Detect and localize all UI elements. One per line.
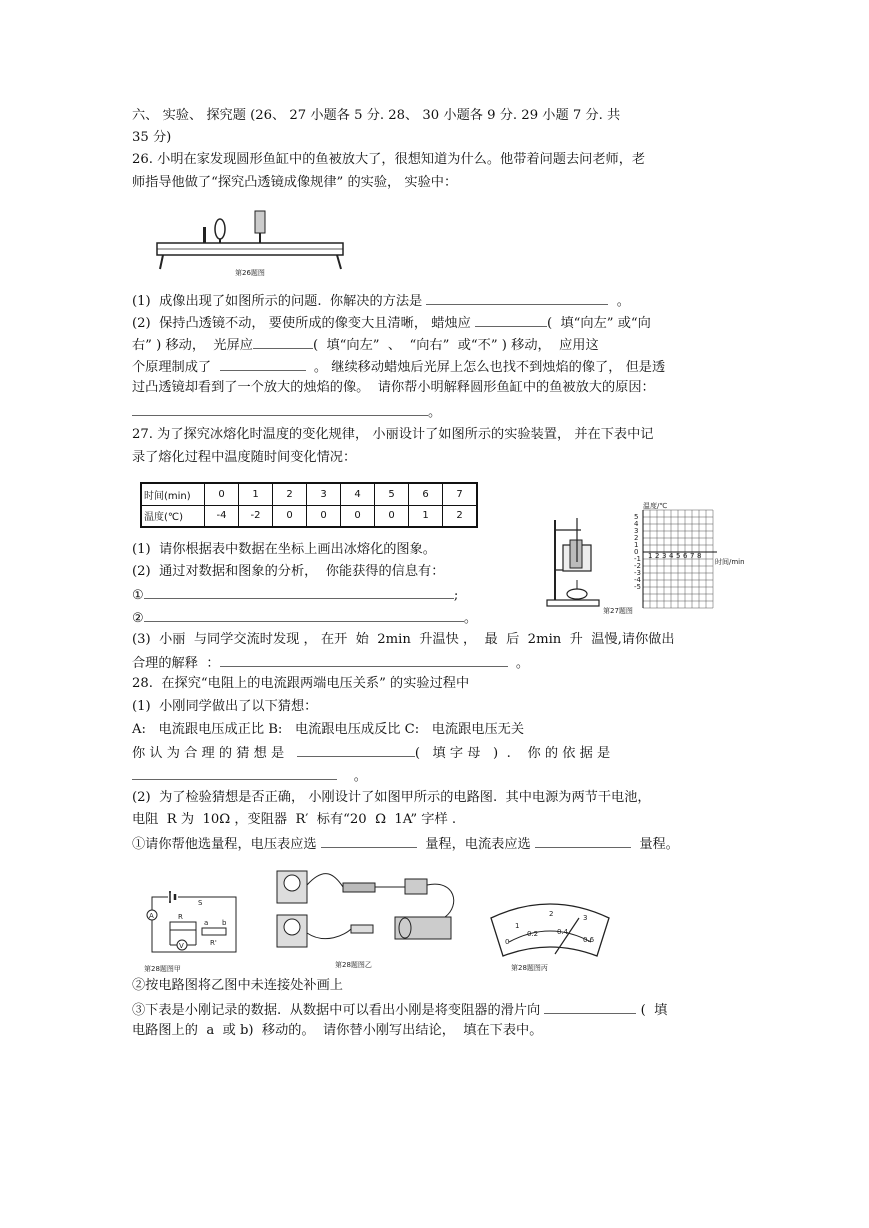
resistor-label: R — [178, 913, 183, 921]
q28-answer-blank-1[interactable] — [297, 742, 415, 757]
q28-part2-text-2: 量程，电流表应选 — [425, 837, 531, 852]
q28-part1: (1) 小刚同学做出了以下猜想： — [132, 699, 318, 714]
table-cell: 0 — [307, 505, 341, 527]
q26-answer-blank-1[interactable] — [426, 290, 608, 305]
q28-part2-text-5: ( 填 — [640, 1003, 668, 1018]
q28-part2-line4: ②按电路图将乙图中未连接处补画上 — [132, 978, 343, 993]
rheostat-b-label: b — [222, 919, 227, 927]
table-cell: 5 — [375, 483, 409, 505]
q26-part1 — [132, 290, 630, 312]
q28-meter-dial-c — [485, 898, 615, 973]
section-header-line2: 35 分) — [132, 130, 172, 145]
meter-top-tick: 2 — [549, 910, 554, 918]
q27-part2-end-b: 。 — [463, 611, 478, 626]
q26-part2-line3 — [132, 356, 665, 378]
q28-circuit-diagram-a — [140, 885, 240, 975]
q26-part2-text-a: (2) 保持凸透镜不动， 要使所成的像变大且清晰， 蜡烛应 — [132, 316, 471, 331]
table-row — [141, 483, 477, 505]
q28-answer-blank-3[interactable] — [321, 833, 417, 848]
q26-part2-line2 — [132, 334, 599, 356]
table-cell: 2 — [443, 505, 478, 527]
q28-part2-text-3: 量程。 — [639, 837, 679, 852]
table-row — [141, 505, 477, 527]
rheostat-label: R' — [210, 939, 217, 947]
q27-part3-line2 — [132, 652, 529, 674]
q26-part2-line1 — [132, 312, 651, 334]
graph-y-tick: -1 — [634, 555, 641, 563]
q28-part2-line3 — [132, 833, 679, 855]
graph-x-tick: 8 — [697, 552, 702, 560]
graph-x-tick: 1 — [648, 552, 653, 560]
graph-y-tick: -2 — [634, 562, 641, 570]
q27-answer-blank-2[interactable] — [144, 607, 464, 622]
q28-part2-text-4: ③下表是小刚记录的数据. 从数据中可以看出小刚是将变阻器的滑片向 — [132, 1003, 541, 1018]
q28-part2-line1: (2) 为了检验猜想是否正确， 小刚设计了如图甲所示的电路图. 其中电源为两节干电池， — [132, 790, 651, 805]
q26-part2-line4: 过凸透镜却看到了一个放大的烛焰的像。 请你帮小明解释圆形鱼缸中的鱼被放大的原因： — [132, 380, 655, 395]
graph-x-tick: 7 — [690, 552, 695, 560]
q28-stem: 28. 在探究“电阻上的电流跟两端电压关系” 的实验过程中 — [132, 676, 470, 691]
q26-part1-end: 。 — [616, 294, 630, 309]
q28-part2-line2: 电阻 R 为 10Ω ，变阻器 R′ 标有“20 Ω 1A” 字样 . — [132, 812, 457, 827]
table-cell: 2 — [273, 483, 307, 505]
voltmeter-label: V — [179, 942, 184, 950]
table-cell: 4 — [341, 483, 375, 505]
q28-part2-line6: 电路图上的 a 或 b) 移动的。 请你替小刚写出结论， 填在下表中。 — [132, 1023, 543, 1038]
q28-part2-line5 — [132, 999, 667, 1021]
q28-answer-blank-2[interactable] — [132, 765, 337, 780]
q26-part2-text-c1: 个原理制成了 — [132, 360, 212, 375]
q27-graph-ylabel: 温度/℃ — [643, 502, 668, 510]
graph-y-tick: 5 — [634, 513, 639, 521]
graph-x-tick: 5 — [676, 552, 681, 560]
rheostat-a-label: a — [204, 919, 209, 927]
q26-part2-text-c2: 。 继续移动蜡烛后光屏上怎么也找不到烛焰的像了， 但是透 — [313, 360, 666, 375]
table-cell: 0 — [341, 505, 375, 527]
q26-part1-text: (1) 成像出现了如图所示的问题. 你解决的方法是 — [132, 294, 423, 309]
q27-apparatus-figure — [543, 500, 753, 620]
q26-stem-line2: 师指导他做了“探究凸透镜成像规律” 的实验， 实验中： — [132, 175, 458, 190]
q26-stem-line1: 26. 小明在家发现圆形鱼缸中的鱼被放大了，很想知道为什么。他带着问题去问老师，老 — [132, 152, 646, 167]
meter-bottom-tick: 0 — [505, 938, 510, 946]
q27-part2-marker-b: ② — [132, 611, 144, 626]
q27-graph-xlabel: 时间/min — [715, 558, 745, 566]
q27-figure-caption: 第27题图 — [603, 607, 633, 615]
graph-y-tick: 4 — [634, 520, 639, 528]
graph-y-tick: -3 — [634, 569, 641, 577]
table-cell: -2 — [239, 505, 273, 527]
section-header-line1: 六、 实验、 探究题 (26、 27 小题各 5 分. 28、 30 小题各 9 分. 29 小题 7 分. 共 — [132, 108, 621, 123]
table-header-temp: 温度(℃) — [141, 505, 205, 527]
graph-x-tick: 6 — [683, 552, 688, 560]
graph-x-tick: 2 — [655, 552, 660, 560]
q26-answer-blank-2[interactable] — [475, 312, 547, 327]
q26-part2-text-b1: 右” ) 移动， 光屏应 — [132, 338, 253, 353]
q28-part1-line2 — [132, 742, 610, 764]
q28-part1-text-1: 你 认 为 合 理 的 猜 想 是 — [132, 746, 285, 761]
q27-part2-end-a: ; — [453, 588, 459, 603]
q28-part2-text-1: ①请你帮他选量程，电压表应选 — [132, 837, 317, 852]
q26-part2-line5 — [132, 401, 441, 423]
q28-part1-text-2: ( 填 字 母 ) . 你 的 依 据 是 — [414, 746, 611, 761]
q27-part2-line-a — [132, 584, 458, 606]
optical-bench-figure — [155, 205, 350, 280]
q27-answer-blank-3[interactable] — [220, 652, 508, 667]
q28-fig-b-caption: 第28题图乙 — [335, 961, 372, 969]
q26-part2-text-a-end: ( 填“向左” 或“向 — [546, 316, 651, 331]
q27-part2: (2) 通过对数据和图象的分析， 你能获得的信息有： — [132, 564, 445, 579]
q28-part1-end: 。 — [353, 769, 367, 784]
q28-wiring-diagram-b — [265, 865, 465, 977]
graph-x-tick: 3 — [662, 552, 667, 560]
table-cell: 0 — [273, 505, 307, 527]
meter-bottom-tick: 0.6 — [583, 936, 595, 944]
table-cell: 6 — [409, 483, 443, 505]
q27-part2-line-b — [132, 607, 477, 629]
table-cell: 0 — [205, 483, 239, 505]
table-header-time: 时间(min) — [141, 483, 205, 505]
q27-blank-graph — [634, 510, 717, 608]
q27-answer-blank-1[interactable] — [144, 584, 454, 599]
graph-y-tick: -5 — [634, 583, 641, 591]
q28-options: A: 电流跟电压成正比 B: 电流跟电压成反比 C: 电流跟电压无关 — [132, 722, 525, 737]
q27-part3-line1: (3) 小丽 与同学交流时发现 ， 在开 始 2min 升温快 ， 最 后 2min 升 温慢,请你做出 — [132, 632, 675, 647]
q28-fig-a-caption: 第28题图甲 — [144, 965, 181, 973]
q26-answer-blank-4[interactable] — [220, 356, 306, 371]
table-cell: 1 — [239, 483, 273, 505]
table-cell: -4 — [205, 505, 239, 527]
meter-top-tick: 1 — [515, 922, 520, 930]
table-cell: 3 — [307, 483, 341, 505]
graph-y-tick: 2 — [634, 534, 639, 542]
table-cell: 1 — [409, 505, 443, 527]
q28-part1-line3 — [132, 765, 367, 787]
q26-answer-blank-3[interactable] — [253, 334, 313, 349]
q26-answer-blank-5[interactable] — [132, 401, 428, 416]
q27-stem-line2: 录了熔化过程中温度随时间变化情况： — [132, 450, 357, 465]
q28-answer-blank-4[interactable] — [535, 833, 631, 848]
q27-part3-text: 合理的解释 ： — [132, 656, 220, 671]
graph-y-tick: 3 — [634, 527, 639, 535]
q27-part3-end: 。 — [515, 656, 530, 671]
table-cell: 0 — [375, 505, 409, 527]
q28-answer-blank-5[interactable] — [544, 999, 636, 1014]
graph-y-tick: 1 — [634, 541, 639, 549]
table-cell: 7 — [443, 483, 478, 505]
graph-x-tick: 4 — [669, 552, 674, 560]
q26-part2-text-b2: ( 填“向左” 、 “向右” 或“不” ) 移动， 应用这 — [312, 338, 599, 353]
ammeter-label: A — [149, 912, 154, 920]
q26-part2-end: 。 — [428, 405, 442, 420]
graph-y-tick: 0 — [634, 548, 639, 556]
meter-bottom-tick: 0.2 — [527, 930, 539, 938]
q28-fig-c-caption: 第28题图丙 — [511, 964, 548, 972]
q26-figure-caption: 第26题图 — [235, 269, 265, 277]
q27-part2-marker-a: ① — [132, 588, 144, 603]
circuit-switch-label: S — [198, 899, 203, 907]
meter-top-tick: 3 — [583, 914, 588, 922]
q27-part1: (1) 请你根据表中数据在坐标上画出冰熔化的图象。 — [132, 542, 436, 557]
meter-bottom-tick: 0.4 — [557, 928, 569, 936]
graph-y-tick: -4 — [634, 576, 641, 584]
q27-stem-line1: 27. 为了探究冰熔化时温度的变化规律， 小丽设计了如图所示的实验装置， 并在下表中记 — [132, 427, 654, 442]
q27-data-table — [140, 482, 478, 528]
